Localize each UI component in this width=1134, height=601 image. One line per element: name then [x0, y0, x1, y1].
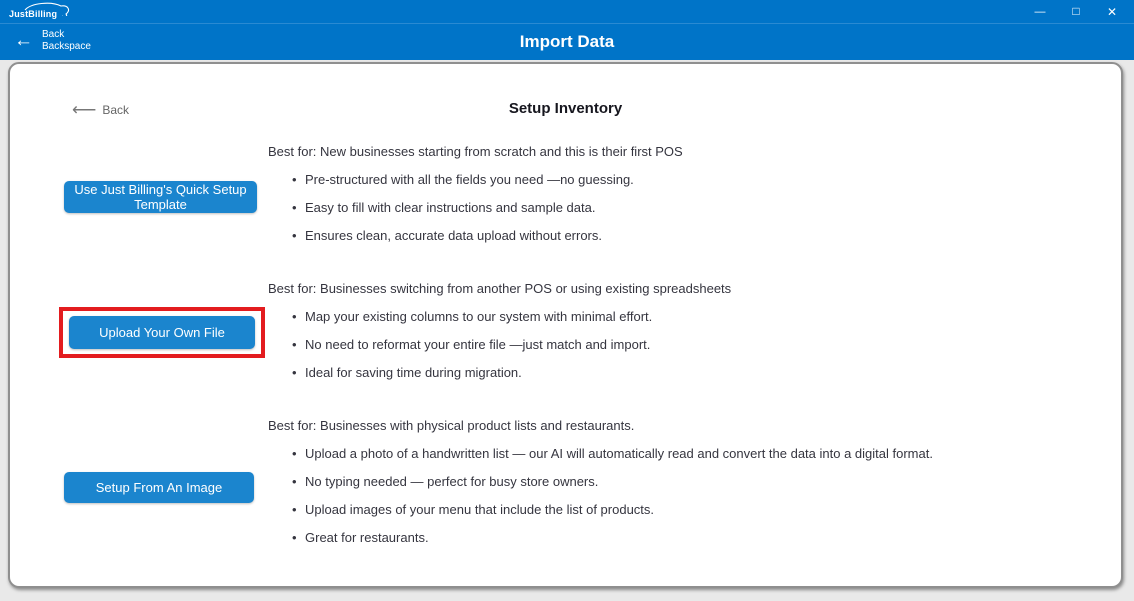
quick-setup-template-button[interactable]: Use Just Billing's Quick Setup Template [64, 181, 257, 213]
back-label-line1: Back [42, 29, 65, 40]
app-logo [9, 5, 57, 19]
window-controls [1022, 0, 1134, 23]
long-back-arrow-icon: ⟵ [72, 100, 97, 119]
page-header [0, 24, 1134, 60]
header-title: Import Data [519, 32, 615, 51]
card-back-label: Back [102, 103, 130, 117]
cloud-logo-icon [11, 2, 73, 16]
section-heading: Best for: New businesses starting from scratch and this is their first POS [268, 144, 683, 159]
section-setup-image-text [268, 417, 933, 557]
section-bullet-list [268, 445, 933, 547]
bullet-item: • No need to reformat your entire file —just match and import. [292, 336, 731, 354]
bullet-item: • Upload a photo of a handwritten list — our AI will automatically read and convert the data into a digital format. [292, 445, 933, 463]
bullet-item: • Ensures clean, accurate data upload without errors. [292, 227, 683, 245]
back-arrow-icon: ← [14, 30, 33, 51]
app-name: JustBilling [9, 8, 58, 19]
bullet-item: • Ideal for saving time during migration. [292, 364, 731, 382]
bullet-item: • No typing needed — perfect for busy store owners. [292, 473, 933, 491]
section-heading: Best for: Businesses switching from another POS or using existing spreadsheets [268, 281, 732, 296]
bullet-item: • Easy to fill with clear instructions and sample data. [292, 199, 683, 217]
title-bar [0, 0, 1134, 24]
bullet-item: • Map your existing columns to our system with minimal effort. [292, 308, 731, 326]
section-quick-template-text [268, 143, 683, 255]
close-icon[interactable]: ✕ [1106, 4, 1118, 19]
section-bullet-list [268, 308, 731, 382]
bullet-item: • Great for restaurants. [292, 529, 933, 547]
page-title: Setup Inventory [508, 100, 623, 117]
setup-from-image-button[interactable]: Setup From An Image [64, 472, 254, 503]
section-bullet-list [268, 171, 683, 245]
section-heading: Best for: Businesses with physical product lists and restaurants. [268, 418, 635, 433]
section-upload-file-text [268, 280, 731, 392]
back-label-line2: Backspace [42, 41, 91, 52]
content-card [8, 62, 1123, 588]
minimize-icon[interactable]: — [1034, 5, 1046, 18]
bullet-item: • Upload images of your menu that include the list of products. [292, 501, 933, 519]
highlight-annotation-box [59, 307, 265, 358]
bullet-item: • Pre-structured with all the fields you need —no guessing. [292, 171, 683, 189]
upload-own-file-button[interactable]: Upload Your Own File [69, 316, 255, 349]
maximize-icon[interactable]: □ [1072, 3, 1080, 18]
